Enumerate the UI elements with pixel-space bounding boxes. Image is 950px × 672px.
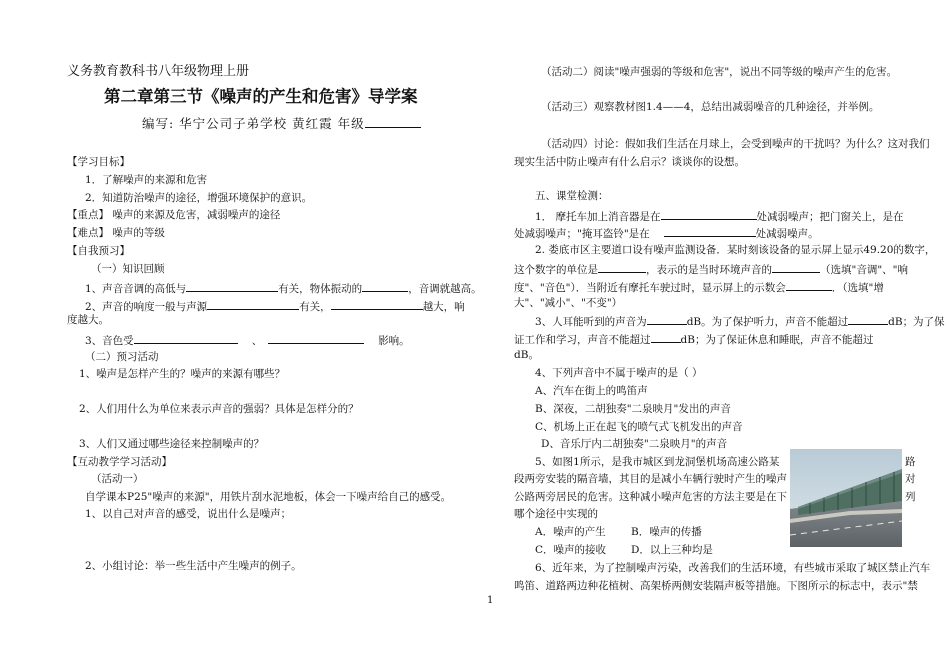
- interactive-header: 【互动教学学习活动】: [67, 456, 172, 468]
- activity-2: （活动二）阅读"噪声强弱的等级和危害"，说出不同等级的噪声产生的危害。: [541, 66, 898, 78]
- test-q1-part-c: 处减弱噪声；"掩耳盗铃"是在: [514, 228, 650, 240]
- review-q2-part-a: 2、声音的响度一般与声源: [85, 301, 208, 313]
- review-q1-part-c: ，音调就越高。: [408, 283, 482, 295]
- test-q2-line2: [514, 261, 908, 277]
- test-q2-part-c: ，表示的是当时环境声音的: [646, 264, 772, 276]
- activity-1-q2: 2、小组讨论：举一些生活中产生噪声的例子。: [85, 560, 302, 572]
- grade-blank[interactable]: [365, 116, 421, 128]
- test-q1-part-d: 处减弱噪声。: [755, 228, 819, 240]
- test-q3-part-b: dB。为了保护听力，声音不能超过: [686, 316, 849, 328]
- test-q5-line1: 5、如图1所示，是我市城区到龙洞堡机场高速公路某: [535, 456, 780, 468]
- test-q5-line2: 段两旁安装的隔音墙，其目的是减小车辆行驶时产生的噪声: [514, 473, 787, 485]
- review-q2-part-b: 有关，: [299, 301, 331, 313]
- review-q3-part-a: 3、音色受: [85, 335, 134, 347]
- test-q5-option-d: D．以上三种均是: [631, 544, 713, 556]
- test-q1-part-b: 处减弱噪声；把门窗关上，是在: [756, 211, 904, 223]
- preview-header: 【自我预习】: [67, 245, 130, 257]
- test-q5-line4: 哪个途径中实现的: [514, 508, 598, 520]
- author-line: [142, 116, 421, 131]
- answer-blank[interactable]: [651, 331, 681, 343]
- test-q2-part-e: 度"、"音色"）．当附近有摩托车驶过时，显示屏上的示数会: [514, 282, 786, 294]
- review-q1-part-a: 1、声音音调的高低与: [85, 283, 187, 295]
- test-q2-line1: 2. 娄底市区主要道口设有噪声监测设备．某时刻该设备的显示屏上显示49.20的数字，: [535, 244, 936, 256]
- answer-blank[interactable]: [268, 332, 364, 344]
- review-q1: [85, 280, 482, 296]
- page-number: 1: [487, 595, 494, 606]
- answer-blank[interactable]: [661, 208, 757, 220]
- activity-4-line1: （活动四）讨论：假如我们生活在月球上，会受到噪声的干扰吗？为什么？这对我们: [541, 138, 930, 150]
- author-text: 编写: 华宁公司子弟学校 黄红霞 年级: [142, 116, 365, 131]
- test-q6-line1: 6、近年来，为了控制噪声污染，改善我们的生活环境，有些城市采取了城区禁止汽车: [535, 562, 931, 574]
- activity-3: （活动三）观察教材图1.4——4，总结出减弱噪音的几种途径，并举例。: [541, 101, 880, 113]
- test-q5-option-c: C．噪声的接收: [535, 544, 607, 556]
- test-q4-option-b: B、深夜，二胡独奏"二泉映月"发出的声音: [535, 403, 731, 415]
- goals-header: 【学习目标】: [67, 156, 130, 168]
- sound-barrier-photo: [790, 449, 902, 547]
- test-q2-line4: 大"、"减小"、"不变"）: [514, 297, 623, 309]
- review-q1-part-b: 有关，物体振动的: [278, 283, 363, 295]
- test-q5-line2-end: 对: [905, 473, 916, 485]
- review-q3-part-b: 、: [251, 335, 263, 347]
- subject-header: 义务教育教科书八年级物理上册: [67, 64, 250, 79]
- goal-2: 2．知道防治噪声的途径，增强环境保护的意识。: [85, 192, 313, 204]
- answer-blank[interactable]: [207, 298, 299, 310]
- answer-blank[interactable]: [134, 332, 238, 344]
- test-q3-line1: [535, 313, 945, 329]
- test-q5-line3: 公路两旁居民的危害。这种减小噪声危害的方法主要是在下: [514, 491, 787, 503]
- test-q4-option-a: A、汽车在街上的鸣笛声: [535, 385, 648, 397]
- test-q2-part-f: ．（选填"增: [831, 282, 884, 294]
- preview-activity-header: （二）预习活动: [85, 351, 159, 363]
- key-point: 【重点】 噪声的来源及危害，减弱噪声的途径: [67, 209, 281, 221]
- activity-1-label: （活动一）: [91, 473, 144, 485]
- answer-blank[interactable]: [647, 313, 687, 325]
- activity-4-line2: 现实生活中防止噪声有什么启示？谈谈你的设想。: [514, 156, 745, 168]
- test-q1-part-a: 1． 摩托车加上消音器是在: [535, 211, 661, 223]
- answer-blank[interactable]: [772, 261, 820, 273]
- test-q3-part-e: dB；为了保证休息和睡眠，声音不能超过: [680, 334, 874, 346]
- answer-blank[interactable]: [362, 280, 408, 292]
- test-q1-line1: [535, 208, 904, 224]
- test-q1-line2: [514, 225, 819, 241]
- answer-blank[interactable]: [786, 279, 832, 291]
- activity-1-text: 自学课本P25"噪声的来源"，用铁片刮水泥地板，体会一下噪声给自己的感受。: [85, 491, 452, 503]
- difficulty: 【难点】 噪声的等级: [67, 227, 165, 239]
- answer-blank[interactable]: [848, 313, 888, 325]
- test-header: 五、课堂检测：: [535, 190, 609, 202]
- test-q4: 4、下列声音中不属于噪声的是（ ）: [535, 367, 703, 379]
- test-q5-line1-end: 路: [905, 456, 916, 468]
- test-q2-part-b: 这个数字的单位是: [514, 264, 598, 276]
- review-q2: [85, 298, 465, 314]
- test-q3-part-c: dB；为了保: [888, 316, 945, 328]
- page-title: 第二章第三节《噪声的产生和危害》导学案: [104, 87, 418, 106]
- answer-blank[interactable]: [186, 280, 278, 292]
- test-q3-line3: dB。: [514, 349, 539, 361]
- test-q4-option-d: D、音乐厅内二胡独奏"二泉映月"的声音: [541, 438, 728, 450]
- review-header: （一）知识回顾: [91, 263, 165, 275]
- preview-q3: 3、人们又通过哪些途径来控制噪声的？: [79, 438, 265, 450]
- test-q2-part-d: （选填"音调"、"响: [820, 264, 908, 276]
- review-q2-part-c: 越大，响: [422, 301, 465, 313]
- preview-q2: 2、人们用什么为单位来表示声音的强弱？具体是怎样分的？: [79, 403, 359, 415]
- test-q3-line2: [514, 331, 873, 347]
- test-q5-line3-end: 列: [905, 491, 916, 503]
- test-q5-option-a: A．噪声的产生: [535, 526, 606, 538]
- answer-blank[interactable]: [598, 261, 646, 273]
- test-q3-part-d: 证工作和学习，声音不能超过: [514, 334, 651, 346]
- preview-q1: 1、噪声是怎样产生的？噪声的来源有哪些？: [79, 368, 286, 380]
- review-q2-cont: 度越大。: [67, 314, 109, 326]
- test-q2-line3: [514, 279, 884, 295]
- test-q5-option-b: B．噪声的传播: [631, 526, 702, 538]
- answer-blank[interactable]: [664, 225, 756, 237]
- test-q4-option-c: C、机场上正在起飞的喷气式飞机发出的声音: [535, 421, 743, 433]
- review-q3: [85, 332, 410, 348]
- test-q6-line2: 鸣笛、道路两边种花植树、高架桥两侧安装隔声板等措施。下图所示的标志中，表示"禁: [514, 580, 918, 592]
- review-q3-part-c: 影响。: [378, 335, 410, 347]
- goal-1: 1．了解噪声的来源和危害: [85, 174, 208, 186]
- answer-blank[interactable]: [331, 298, 423, 310]
- activity-1-q1: 1、以自己对声音的感受，说出什么是噪声；: [85, 508, 292, 520]
- test-q3-part-a: 3、人耳能听到的声音为: [535, 316, 647, 328]
